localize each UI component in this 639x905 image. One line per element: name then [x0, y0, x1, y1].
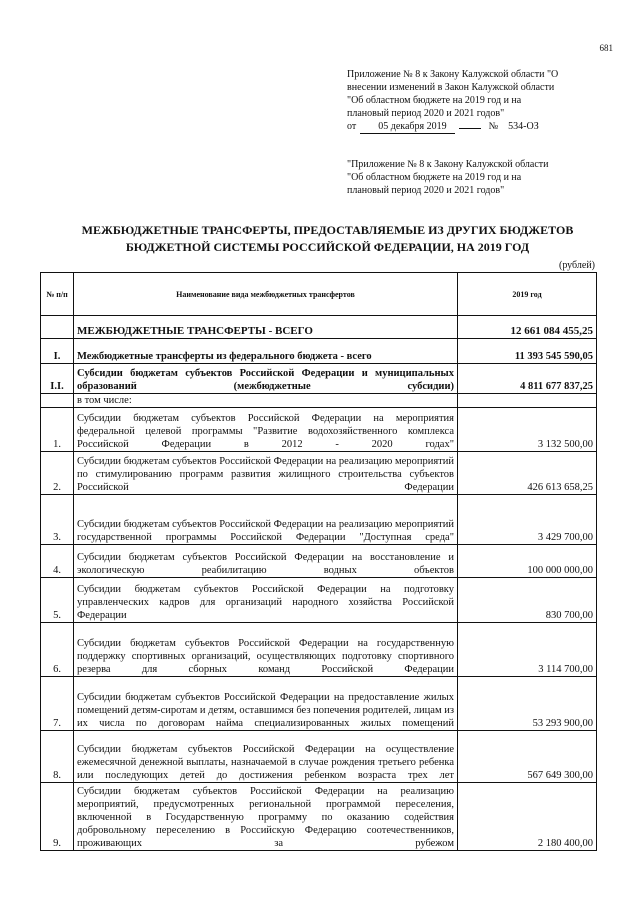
- table-row: [41, 339, 597, 364]
- transfers-table: [40, 272, 597, 851]
- table-row: [41, 578, 597, 623]
- row-amount: 3 132 500,00: [458, 408, 597, 452]
- row-name: Субсидии бюджетам субъектов Российской Федерации на реализацию мероприятий государственной программы Российской Федерации "Доступная среда": [74, 495, 458, 545]
- table-row: [41, 394, 597, 408]
- table-row: [41, 495, 597, 545]
- row-amount: 3 429 700,00: [458, 495, 597, 545]
- row-num: 6.: [41, 623, 74, 677]
- row-num: 8.: [41, 731, 74, 783]
- row-num: 4.: [41, 545, 74, 578]
- table-row: [41, 364, 597, 394]
- law-number: 534-ОЗ: [508, 121, 539, 132]
- original-annex-header: [347, 158, 617, 197]
- title-line: МЕЖБЮДЖЕТНЫЕ ТРАНСФЕРТЫ, ПРЕДОСТАВЛЯЕМЫЕ ИЗ ДРУГИХ БЮДЖЕТОВ: [81, 223, 574, 237]
- row-amount: 567 649 300,00: [458, 731, 597, 783]
- header-name: Наименование вида межбюджетных трансфертов: [74, 273, 458, 316]
- row-name: Субсидии бюджетам субъектов Российской Федерации на реализацию мероприятий по стимулированию программ развития жилищного строительства субъектов Российской Федерации: [74, 452, 458, 495]
- row-num: 1.: [41, 408, 74, 452]
- table-row: [41, 783, 597, 851]
- table-row: [41, 452, 597, 495]
- row-amount: 11 393 545 590,05: [458, 339, 597, 364]
- row-amount: 2 180 400,00: [458, 783, 597, 851]
- table-row: [41, 623, 597, 677]
- row-num: I.: [41, 339, 74, 364]
- row-num: 7.: [41, 677, 74, 731]
- row-name: МЕЖБЮДЖЕТНЫЕ ТРАНСФЕРТЫ - ВСЕГО: [74, 316, 458, 339]
- row-num: 9.: [41, 783, 74, 851]
- row-num: 5.: [41, 578, 74, 623]
- row-num: 2.: [41, 452, 74, 495]
- row-amount: 100 000 000,00: [458, 545, 597, 578]
- annex-line: Приложение № 8 к Закону Калужской области "О: [347, 69, 559, 80]
- currency-note: (рублей): [558, 260, 595, 271]
- row-amount: 53 293 900,00: [458, 677, 597, 731]
- row-name: Межбюджетные трансферты из федерального бюджета - всего: [74, 339, 458, 364]
- table-row: [41, 677, 597, 731]
- header-num: № п/п: [41, 273, 74, 316]
- title-line: БЮДЖЕТНОЙ СИСТЕМЫ РОССИЙСКОЙ ФЕДЕРАЦИИ, НА 2019 ГОД: [125, 240, 530, 254]
- row-amount: 830 700,00: [458, 578, 597, 623]
- table-row: [41, 316, 597, 339]
- annex-header: [347, 68, 617, 134]
- table-row: [41, 731, 597, 783]
- row-amount: 12 661 084 455,25: [458, 316, 597, 339]
- row-amount: 3 114 700,00: [458, 623, 597, 677]
- table-header-row: [41, 273, 597, 316]
- row-name: Субсидии бюджетам субъектов Российской Федерации на реализацию мероприятий, предусмотренных региональной программой переселения, включенной в Государственную программу по оказанию содействия добровольному переселению в Российскую Федерацию соотечественников, проживающих за рубежом: [74, 783, 458, 851]
- row-name: в том числе:: [74, 394, 458, 408]
- row-name: Субсидии бюджетам субъектов Российской Федерации на предоставление жилых помещений детям-сиротам и детям, оставшимся без попечения родителей, лицам из их числа по договорам найма специализированных жилых помещений: [74, 677, 458, 731]
- document-title: [40, 222, 615, 256]
- row-name: Субсидии бюджетам субъектов Российской Федерации на восстановление и экологическую реабилитацию водных объектов: [74, 545, 458, 578]
- row-amount: [458, 394, 597, 408]
- law-date: 05 декабря 2019: [360, 121, 454, 134]
- annex-line: "Приложение № 8 к Закону Калужской области: [347, 159, 549, 170]
- row-name: Субсидии бюджетам субъектов Российской Федерации на государственную поддержку спортивных организаций, осуществляющих подготовку спортивного резерва для сборных команд Российской Федерации: [74, 623, 458, 677]
- row-num: 3.: [41, 495, 74, 545]
- row-name: Субсидии бюджетам субъектов Российской Федерации на осуществление ежемесячной денежной выплаты, назначаемой в случае рождения третьего ребенка или последующих детей до достижения ребенком возраста трех лет: [74, 731, 458, 783]
- row-amount: 426 613 658,25: [458, 452, 597, 495]
- row-name: Субсидии бюджетам субъектов Российской Федерации на подготовку управленческих кадров для организаций народного хозяйства Российской Федерации: [74, 578, 458, 623]
- row-num: [41, 316, 74, 339]
- page-number: 681: [599, 43, 613, 53]
- row-num: I.I.: [41, 364, 74, 394]
- table-row: [41, 408, 597, 452]
- row-num: [41, 394, 74, 408]
- number-label: №: [488, 121, 499, 132]
- annex-line: "Об областном бюджете на 2019 год и на: [347, 172, 522, 183]
- row-name: Субсидии бюджетам субъектов Российской Федерации и муниципальных образований (межбюджетные субсидии): [74, 364, 458, 394]
- annex-line: "Об областном бюджете на 2019 год и на: [347, 95, 522, 106]
- table-row: [41, 545, 597, 578]
- from-label: от: [347, 121, 357, 132]
- annex-line: плановый период 2020 и 2021 годов": [347, 108, 505, 119]
- annex-signature-line: [347, 120, 617, 134]
- row-name: Субсидии бюджетам субъектов Российской Федерации на мероприятия федеральной целевой программы "Развитие водохозяйственного комплекса Российской Федерации в 2012 - 2020 годах": [74, 408, 458, 452]
- date-underline-spacer: [459, 128, 481, 129]
- row-amount: 4 811 677 837,25: [458, 364, 597, 394]
- annex-line: внесении изменений в Закон Калужской области: [347, 82, 555, 93]
- annex-line: плановый период 2020 и 2021 годов": [347, 185, 505, 196]
- header-year: 2019 год: [458, 273, 597, 316]
